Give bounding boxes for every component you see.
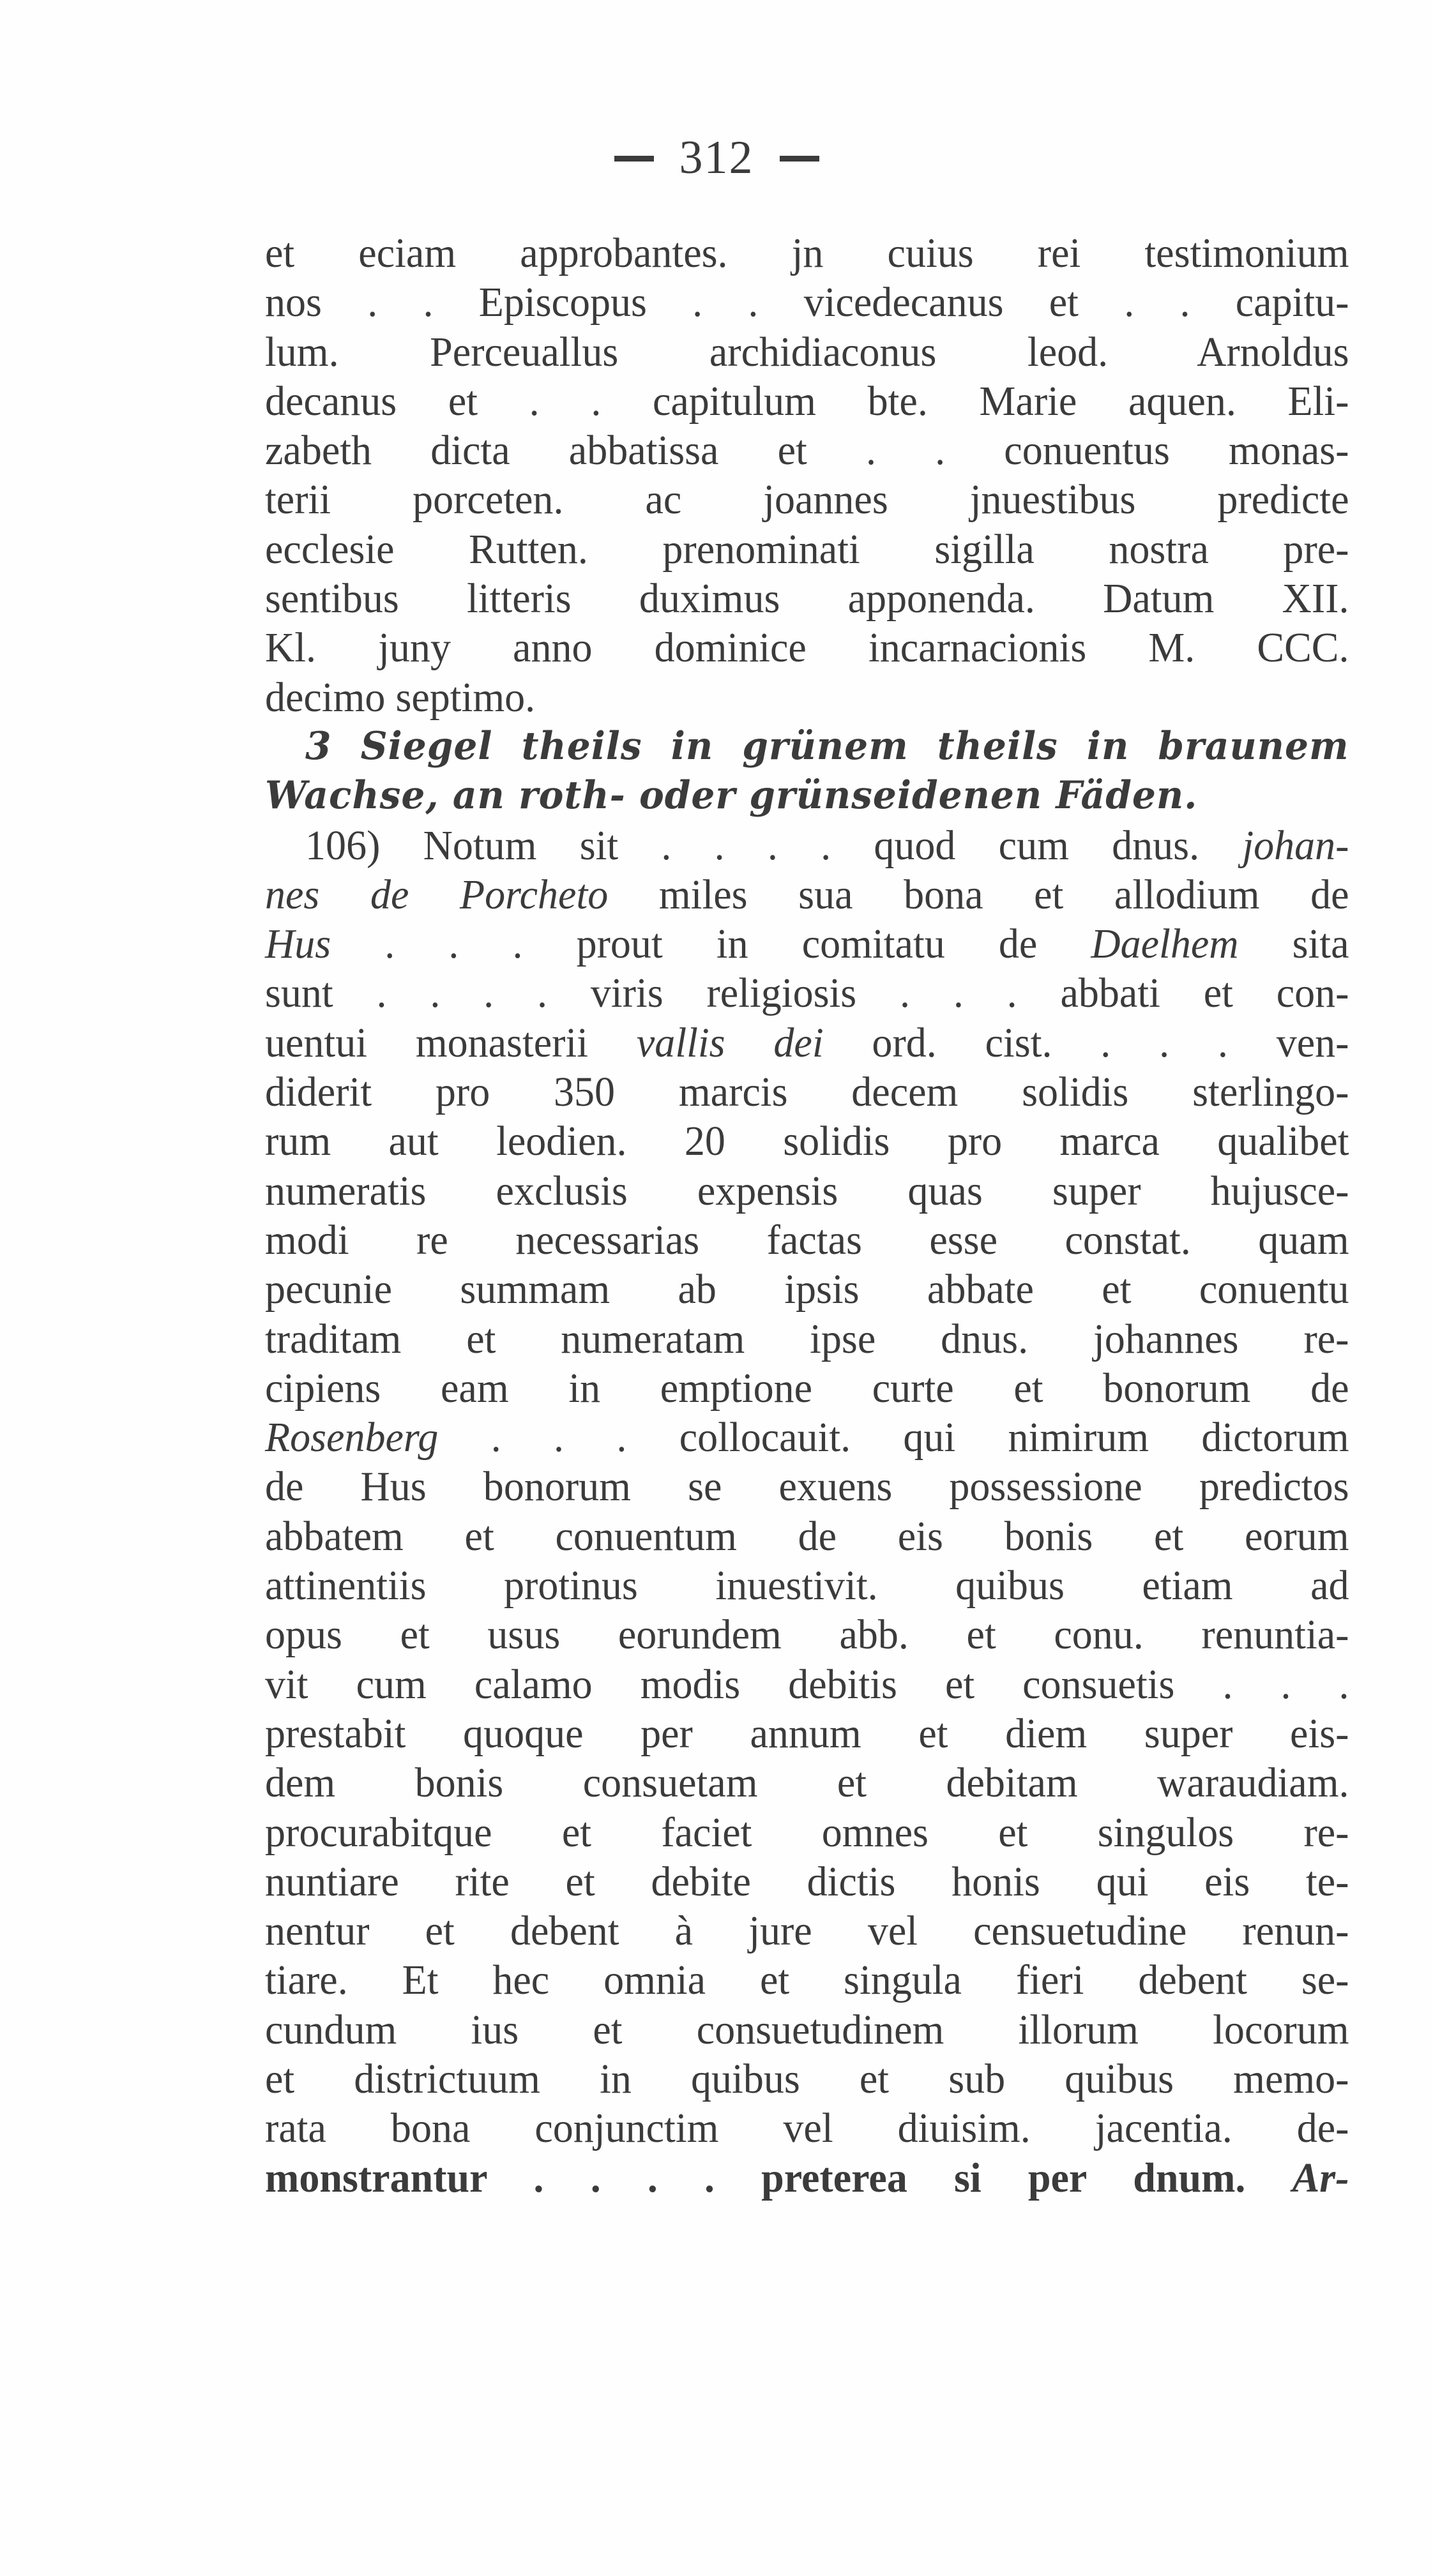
text-line: procurabitque et faciet omnes et singulos re-: [265, 1809, 1349, 1856]
italic-name: nes: [265, 871, 320, 918]
text-line: et districtuum in quibus et sub quibus memo-: [265, 2055, 1349, 2102]
text-line: tiare. Et hec omnia et singula fieri debent se-: [265, 1957, 1349, 2004]
text-line: numeratis exclusis expensis quas super hujusce-: [265, 1167, 1349, 1214]
text-line: prestabit quoque per annum et diem super eis-: [265, 1710, 1349, 1757]
text-line: pecunie summam ab ipsis abbate et conuentu: [265, 1266, 1349, 1313]
text-line: lum. Perceuallus archidiaconus leod. Arnoldus: [265, 328, 1349, 375]
text-line: opus et usus eorundem abb. et conu. renuntia-: [265, 1611, 1349, 1659]
text-fragment: sita: [1292, 921, 1349, 968]
text-line: [265, 1018, 1349, 1067]
seal-note-line: 3 Siegel theils in grünem theils in braunem: [305, 723, 1349, 769]
italic-place: Hus: [265, 921, 331, 968]
page-number: 312: [679, 132, 754, 184]
page-number-header: [0, 131, 1433, 185]
text-line: rum aut leodien. 20 solidis pro marca qualibet: [265, 1118, 1349, 1165]
text-line: dem bonis consuetam et debitam waraudiam.: [265, 1759, 1349, 1807]
text-line: traditam et numeratam ipse dnus. johannes re-: [265, 1315, 1349, 1362]
text-line: rata bona conjunctim vel diuisim. jacentia. de-: [265, 2105, 1349, 2152]
text-fragment: uentui monasterii: [265, 1019, 589, 1066]
text-line: Kl. juny anno dominice incarnacionis M. CCC.: [265, 624, 1349, 672]
dash-right: [780, 156, 819, 162]
text-line: [265, 919, 1349, 968]
text-line: decimo septimo.: [265, 674, 536, 721]
italic-place: vallis dei: [636, 1019, 824, 1066]
text-line: decanus et . . capitulum bte. Marie aquen. Eli-: [265, 377, 1349, 425]
dash-left: [614, 156, 654, 162]
italic-name: Ar-: [1292, 2154, 1349, 2201]
text-fragment: ord. cist. . . . ven-: [872, 1019, 1349, 1066]
italic-place: Rosenberg: [265, 1414, 439, 1461]
italic-name: johan-: [1242, 822, 1349, 869]
text-line: sunt . . . . viris religiosis . . . abbati et con-: [265, 970, 1349, 1017]
text-line: attinentiis protinus inuestivit. quibus etiam ad: [265, 1562, 1349, 1609]
text-line: abbatem et conuentum de eis bonis et eorum: [265, 1512, 1349, 1560]
text-line: nuntiare rite et debite dictis honis qui eis te-: [265, 1858, 1349, 1905]
text-line: nos . . Episcopus . . vicedecanus et . . capitu-: [265, 279, 1349, 326]
text-line: [265, 870, 1349, 919]
seal-note-line: Wachse, an roth- oder grünseidenen Fäden.: [265, 773, 1198, 818]
text-line: de Hus bonorum se exuens possessione predictos: [265, 1463, 1349, 1510]
text-fragment: . . . collocauit. qui nimirum dictorum: [490, 1414, 1349, 1461]
text-line: cundum ius et consuetudinem illorum locorum: [265, 2006, 1349, 2053]
text-line: sentibus litteris duximus apponenda. Datum XII.: [265, 575, 1349, 622]
text-line: diderit pro 350 marcis decem solidis sterlingo-: [265, 1069, 1349, 1116]
text-line: ecclesie Rutten. prenominati sigilla nostra pre-: [265, 525, 1349, 573]
text-line: et eciam approbantes. jn cuius rei testimonium: [265, 230, 1349, 276]
text-line: [265, 2153, 1349, 2203]
text-line: nentur et debent à jure vel censuetudine renun-: [265, 1908, 1349, 1955]
text-fragment: miles sua bona et allodium de: [658, 871, 1349, 918]
text-line: cipiens eam in emptione curte et bonorum de: [265, 1364, 1349, 1412]
text-line-106: [265, 821, 1349, 870]
text-line: zabeth dicta abbatissa et . . conuentus monas-: [265, 427, 1349, 474]
italic-place: Daelhem: [1091, 921, 1239, 968]
text-line: modi re necessarias factas esse constat. quam: [265, 1216, 1349, 1263]
text-line: terii porceten. ac joannes jnuestibus predicte: [265, 476, 1349, 523]
italic-name: Porcheto: [459, 871, 609, 918]
text-fragment: 106) Notum sit . . . . quod cum dnus.: [305, 822, 1200, 869]
text-line: vit cum calamo modis debitis et consuetis . . .: [265, 1661, 1349, 1708]
text-fragment: . . . prout in comitatu de: [384, 921, 1038, 968]
text-line: [265, 1413, 1349, 1462]
italic-name: de: [370, 871, 409, 918]
text-fragment: monstrantur . . . . preterea si per dnum.: [265, 2154, 1246, 2201]
body-text: [265, 229, 1351, 2203]
